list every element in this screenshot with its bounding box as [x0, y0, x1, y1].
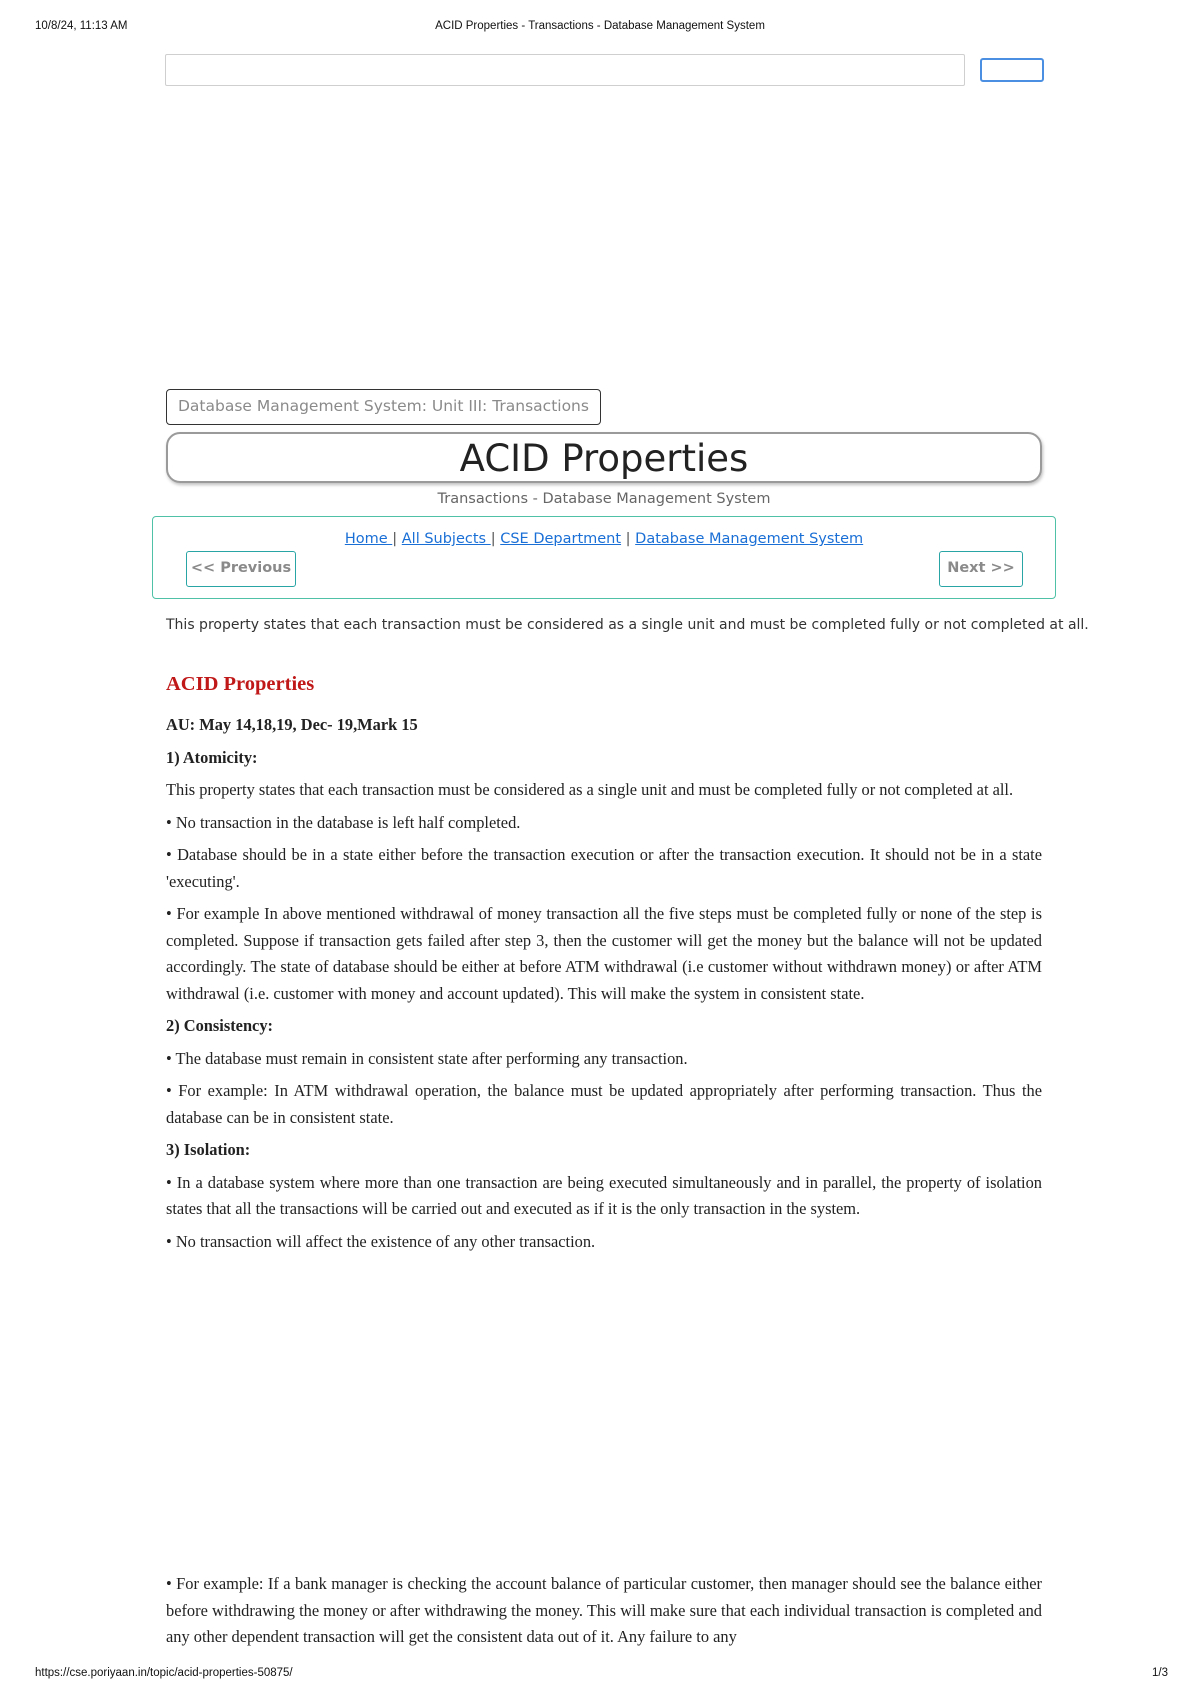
next-button[interactable]: Next >>: [939, 551, 1023, 587]
page-subtitle: Transactions - Database Management System: [437, 491, 771, 507]
list-item: • For example: In ATM withdrawal operation, the balance must be updated appropriately after performing transaction. Thus the database can be in consistent state.: [166, 1081, 1042, 1127]
print-doc-title: ACID Properties - Transactions - Database Management System: [435, 20, 765, 32]
article-body: [166, 668, 1042, 1646]
list-item: • In a database system where more than one transaction are being executed simultaneously and in parallel, the property of isolation states that all the transactions will be carried out and executed as if it is the only transaction in the system.: [166, 1172, 1042, 1218]
nav-link-cse-department[interactable]: CSE Department: [500, 531, 622, 547]
list-item: • Database should be in a state either before the transaction execution or after the transaction execution. It should not be in a state 'executing'.: [166, 845, 1042, 891]
continued-paragraph: • For example: If a bank manager is checking the account balance of particular customer, then manager should see the balance either before withdrawing the money or after withdrawing the money. This will make sure that each individual transaction is completed and any other dependent transaction will get the consistent data out of it. Any failure to any: [166, 1574, 1042, 1646]
page-title: ACID Properties: [459, 437, 749, 480]
nav-link-home[interactable]: Home: [344, 531, 393, 547]
list-item: • For example In above mentioned withdrawal of money transaction all the five steps must be completed fully or none of the step is completed. Suppose if transaction gets failed after step 3, then the customer will get the money but the balance will not be updated accordingly. The state of database should be either at before ATM withdrawal (i.e customer without withdrawn money) or after ATM withdrawal (i.e. customer with money and account updated). This will make the system in consistent state.: [166, 904, 1042, 1003]
list-item: • No transaction will affect the existence of any other transaction.: [166, 1231, 596, 1251]
article-heading: ACID Properties: [166, 673, 315, 695]
summary-text: This property states that each transaction must be considered as a single unit and must be completed fully or not completed at all.: [166, 617, 1089, 633]
print-url: https://cse.poriyaan.in/topic/acid-properties-50875/: [35, 1667, 293, 1679]
nav-links: [152, 531, 1056, 547]
nav-link-dbms[interactable]: Database Management System: [635, 531, 864, 547]
list-item: • No transaction in the database is left half completed.: [166, 812, 521, 832]
search-button[interactable]: [980, 58, 1044, 82]
section-title-consistency: 2) Consistency:: [166, 1016, 273, 1035]
section-title-isolation: 3) Isolation:: [166, 1140, 251, 1159]
nav-separator: |: [490, 531, 496, 547]
list-item: • The database must remain in consistent state after performing any transaction.: [166, 1048, 688, 1068]
paragraph: This property states that each transaction must be considered as a single unit and must be completed fully or not completed at all.: [166, 780, 1014, 799]
breadcrumb[interactable]: Database Management System: Unit III: Transactions: [166, 389, 601, 425]
print-page-number: 1/3: [1152, 1667, 1168, 1679]
nav-link-all-subjects[interactable]: All Subjects: [401, 531, 491, 547]
section-title-atomicity: 1) Atomicity:: [166, 747, 258, 767]
nav-separator: |: [625, 531, 631, 547]
print-datetime: 10/8/24, 11:13 AM: [35, 20, 128, 32]
nav-separator: |: [392, 531, 398, 547]
previous-button[interactable]: << Previous: [186, 551, 296, 587]
exam-reference: AU: May 14,18,19, Dec- 19,Mark 15: [166, 715, 418, 734]
search-input[interactable]: [165, 54, 965, 86]
